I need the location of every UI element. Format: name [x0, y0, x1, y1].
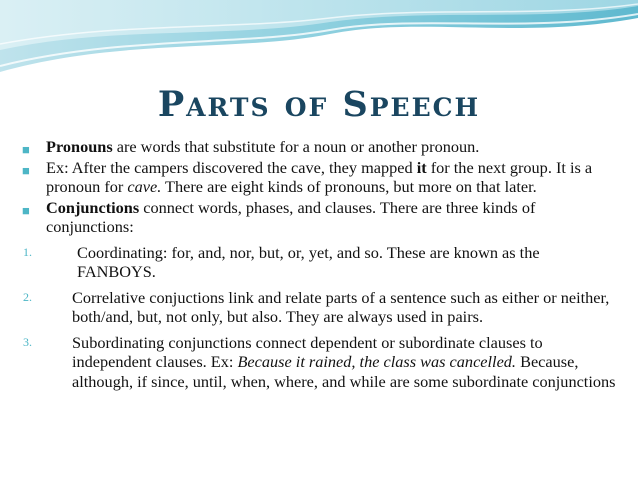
- example-italic: cave.: [127, 177, 162, 196]
- item-number: 3.: [23, 334, 32, 349]
- bullet-pronouns: [20, 137, 620, 157]
- item-number: 2.: [23, 289, 32, 304]
- slide-body: [20, 137, 620, 391]
- bullet-conjunctions: [20, 198, 620, 237]
- item-text-part: Subordinating conjunctions connect dependent or subordinate clauses to independent clauses. Ex:: [72, 332, 543, 371]
- term-pronouns: Pronouns: [46, 137, 113, 156]
- item-text: Coordinating: for, and, nor, but, or, yet, and so. These are known as the FANBOYS.: [77, 242, 540, 281]
- bullet-text: connect words, phases, and clauses. There are three kinds of conjunctions:: [46, 197, 536, 236]
- bullet-text: There are eight kinds of pronouns, but more on that later.: [161, 177, 537, 196]
- bullet-example: [20, 158, 620, 197]
- item-text: Correlative conjuctions link and relate parts of a sentence such as either or neither, both/and, but, not only, but also. They are always used in pairs.: [72, 287, 610, 326]
- bullet-text: for the next group. It is a pronoun for: [46, 157, 593, 196]
- bullet-marker-icon: ■: [22, 202, 30, 218]
- numbered-item-subordinating: [20, 333, 620, 392]
- numbered-item-correlative: [20, 288, 620, 327]
- bullet-marker-icon: ■: [22, 162, 30, 178]
- example-word: it: [416, 157, 427, 177]
- bullet-marker-icon: ■: [22, 142, 30, 157]
- decorative-wave-header: [0, 0, 638, 75]
- numbered-item-coordinating: [20, 243, 620, 282]
- item-text: [72, 333, 620, 392]
- bullet-text: Ex: After the campers discovered the cave, they mapped: [46, 157, 417, 177]
- item-number: 1.: [23, 244, 32, 259]
- bullet-text: are words that substitute for a noun or another pronoun.: [112, 137, 480, 156]
- term-conjunctions: Conjunctions: [46, 197, 140, 217]
- item-text-part: Because, although, if since, until, when, where, and while are some subordinate conjunctions: [72, 352, 616, 391]
- slide-title: Parts of Speech: [157, 84, 481, 125]
- example-italic: Because it rained, the class was cancelled.: [237, 352, 517, 371]
